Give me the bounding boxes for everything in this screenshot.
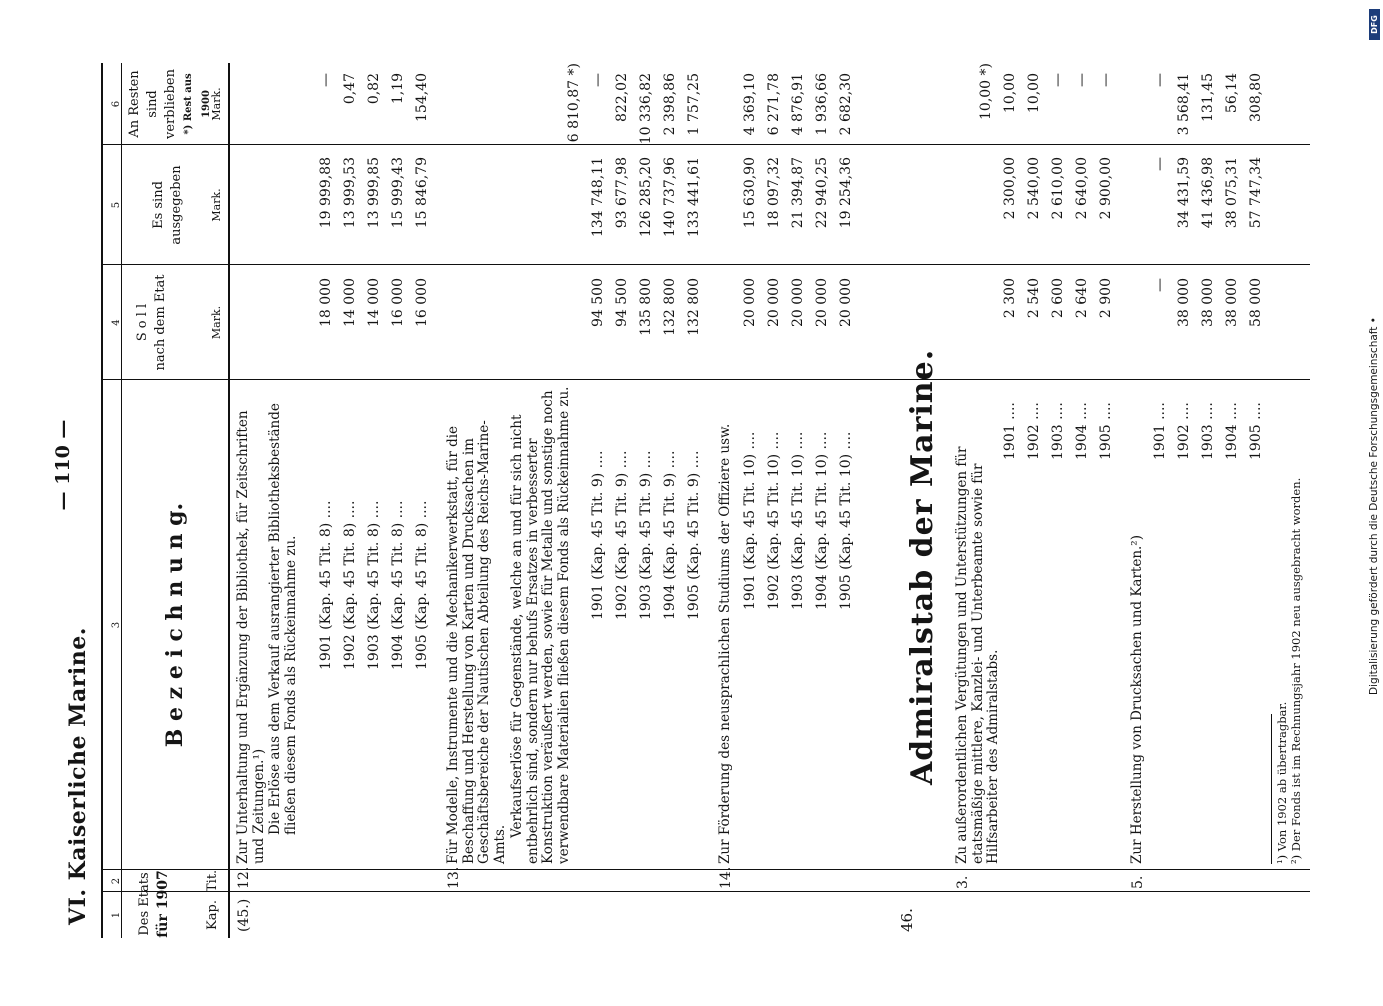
footnote-rule (1271, 714, 1272, 864)
year-row: 1901 (Kap. 45 Tit. 10) .... (742, 431, 758, 610)
year-row: 1901 (Kap. 45 Tit. 8) .... (318, 500, 334, 670)
ausgegeben-value: 126 285,20 (638, 157, 654, 238)
ausgegeben-value: 2 540,00 (1026, 157, 1042, 220)
header-reste-unit: Mark. (210, 87, 223, 121)
footnote-2: ²) Der Fonds ist im Rechnungsjahr 1902 neu ausgebracht worden. (1289, 477, 1303, 864)
ausgegeben-value: 19 254,36 (838, 157, 854, 229)
header-tit: Tit. (205, 869, 220, 892)
rest-value: 1 757,25 (686, 73, 702, 136)
col-divider-1 (101, 891, 1310, 892)
soll-value: 38 000 (1224, 278, 1240, 327)
entry-text: Zu außerordentlichen Vergütungen und Unterstützungen für etatsmäßige mittlere, Kanzlei- und Unterbeamte sowie für Hilfsarbeiter des Admiralstabs. (954, 446, 1001, 864)
header-kap: Kap. (205, 900, 220, 930)
col-num-5: 5 (111, 201, 122, 209)
rest-value: 4 876,91 (790, 73, 806, 136)
rest-value: — (1152, 73, 1168, 87)
ausgegeben-value: 38 075,31 (1224, 157, 1240, 229)
ausgegeben-value: 140 737,96 (662, 157, 678, 238)
entry-subtext: Verkaufserlöse für Gegenstände, welche an und für sich nicht entbehrlich sind, sondern nur behufs Ersatzes in verbesserter Konstruktion veräußert werden, sowie für Metalle und sonstige noch verwendbare Materialien fließen diesem Fonds als Rückeinnahme zu. (509, 386, 572, 864)
ausgegeben-value: 2 300,00 (1002, 157, 1018, 220)
header-bezeichnung: B e z e i c h n u n g. (162, 502, 188, 748)
tit-value: 3. (955, 875, 971, 889)
header-ausgegeben: Es sind ausgegeben (151, 165, 184, 245)
rest-value: 822,02 (614, 73, 630, 122)
soll-value: 2 640 (1074, 278, 1090, 319)
entry-text: Zur Förderung des neusprachlichen Studiums der Offiziere usw. (717, 423, 733, 864)
rest-value: 4 369,10 (742, 73, 758, 136)
entry-subtext: Die Erlöse aus dem Verkauf ausrangierter Bibliotheksbestände fließen diesem Fonds als Rückeinnahme zu. (267, 403, 299, 835)
year-row: 1902 .... (1026, 402, 1042, 460)
soll-value: 2 900 (1098, 278, 1114, 319)
rest-value: 154,40 (414, 73, 430, 122)
ausgegeben-value: — (1152, 157, 1168, 171)
soll-value: 2 300 (1002, 278, 1018, 319)
year-row: 1904 (Kap. 45 Tit. 8) .... (390, 500, 406, 670)
section-title: Admiralstab der Marine. (905, 348, 940, 785)
soll-value: 38 000 (1200, 278, 1216, 327)
rest-value: 1,19 (390, 73, 406, 105)
year-row: 1904 (Kap. 45 Tit. 9) .... (662, 450, 678, 620)
year-row: 1903 (Kap. 45 Tit. 10) .... (790, 431, 806, 610)
ausgegeben-value: 134 748,11 (590, 157, 606, 238)
footnote-1: ¹) Von 1902 ab übertragbar. (1275, 701, 1289, 864)
soll-value: 58 000 (1248, 278, 1264, 327)
rest-value: — (590, 73, 606, 87)
rest-value: 1 936,66 (814, 73, 830, 136)
year-row: 1902 .... (1176, 402, 1192, 460)
rest-value: — (1074, 73, 1090, 87)
soll-value: 20 000 (766, 278, 782, 327)
year-row: 1905 .... (1098, 402, 1114, 460)
tit-value: 12. (236, 866, 252, 889)
year-row: 1902 (Kap. 45 Tit. 10) .... (766, 431, 782, 610)
soll-value: 94 500 (590, 278, 606, 327)
soll-value: 20 000 (814, 278, 830, 327)
ausgegeben-value: 93 677,98 (614, 157, 630, 229)
soll-value: 16 000 (414, 278, 430, 327)
rest-carryover: 6 810,87 *) (566, 63, 582, 143)
rest-value: 0,82 (366, 73, 382, 105)
entry-text: Zur Unterhaltung und Ergänzung der Bibliothek, für Zeitschriften und Zeitungen.¹) (235, 410, 267, 864)
soll-value: 38 000 (1176, 278, 1192, 327)
header-reste-note: *) Rest aus 1900 (183, 73, 212, 135)
kap-value: 46. (898, 908, 916, 932)
header-etat-label: Des Etats (137, 872, 152, 936)
dfg-logo (1369, 9, 1380, 40)
col-num-4: 4 (111, 319, 122, 326)
ausgegeben-value: 13 999,53 (342, 157, 358, 229)
rest-value: 2 682,30 (838, 73, 854, 136)
soll-value: 18 000 (318, 278, 334, 327)
soll-value: 132 800 (662, 278, 678, 336)
entry-text: Zur Herstellung von Drucksachen und Karten.²) (1129, 535, 1145, 864)
ausgegeben-value: 2 640,00 (1074, 157, 1090, 220)
ausgegeben-value: 133 441,61 (686, 157, 702, 238)
year-row: 1904 (Kap. 45 Tit. 10) .... (814, 431, 830, 610)
soll-value: 2 540 (1026, 278, 1042, 319)
year-row: 1905 (Kap. 45 Tit. 8) .... (414, 500, 430, 670)
rest-value: 308,80 (1248, 73, 1264, 122)
col-num-3: 3 (111, 621, 122, 629)
header-reste-title: An Resten sind verblieben (127, 69, 178, 139)
year-row: 1905 (Kap. 45 Tit. 10) .... (838, 431, 854, 610)
ausgegeben-value: 13 999,85 (366, 157, 382, 229)
ausgegeben-value: 18 097,32 (766, 157, 782, 229)
soll-value: 132 800 (686, 278, 702, 336)
ausgegeben-value: 2 610,00 (1050, 157, 1066, 220)
soll-value: 20 000 (742, 278, 758, 327)
year-row: 1902 (Kap. 45 Tit. 9) .... (614, 450, 630, 620)
col-divider-2 (101, 869, 1310, 870)
year-row: 1901 (Kap. 45 Tit. 9) .... (590, 450, 606, 620)
ausgegeben-value: 15 630,90 (742, 157, 758, 229)
header-soll-unit: Mark. (210, 305, 223, 340)
rest-value: 10,00 (1026, 73, 1042, 114)
ausgegeben-value: 19 999,88 (318, 157, 334, 229)
rest-value: — (1098, 73, 1114, 87)
dfg-logo-text: DFG (1370, 15, 1379, 34)
year-row: 1905 (Kap. 45 Tit. 9) .... (686, 450, 702, 620)
soll-value: 14 000 (342, 278, 358, 327)
rest-value: — (1050, 73, 1066, 87)
year-row: 1901 .... (1152, 402, 1168, 460)
digitization-note: Digitalisierung gefördert durch die Deutsche Forschungsgemeinschaft • (1368, 317, 1380, 695)
ausgegeben-value: 34 431,59 (1176, 157, 1192, 229)
rest-carryover: 10,00 *) (978, 63, 994, 120)
col-divider-5 (101, 144, 1310, 145)
col-divider-3 (101, 379, 1310, 380)
rest-value: 6 271,78 (766, 73, 782, 136)
ausgegeben-value: 15 846,79 (414, 157, 430, 229)
rest-value: 2 398,86 (662, 73, 678, 136)
section-header: VI. Kaiserliche Marine. (65, 627, 91, 925)
year-row: 1904 .... (1224, 402, 1240, 460)
kap-value: (45.) (236, 898, 252, 932)
soll-value: 94 500 (614, 278, 630, 327)
header-soll-title: S o l l (135, 303, 150, 342)
ausgegeben-value: 2 900,00 (1098, 157, 1114, 220)
soll-value: 135 800 (638, 278, 654, 336)
header-bottom-rule (228, 63, 230, 938)
year-row: 1903 (Kap. 45 Tit. 9) .... (638, 450, 654, 620)
table-top-rule (101, 63, 103, 938)
header-etat (136, 870, 172, 938)
header-reste (126, 63, 216, 145)
header-ausgegeben-unit: Mark. (210, 188, 223, 222)
tit-value: 5. (1130, 875, 1146, 889)
soll-value: — (1152, 278, 1168, 292)
tit-value: 14. (718, 866, 734, 889)
tit-value: 13. (446, 866, 462, 889)
rest-value: 0,47 (342, 73, 358, 105)
year-row: 1903 .... (1050, 402, 1066, 460)
header-soll-sub: nach dem Etat (153, 274, 168, 371)
entry-text: Für Modelle, Instrumente und die Mechanikerwerkstatt, für die Beschaffung und Herstellung von Karten und Drucksachen im Geschäftsbereiche der Nautischen Abteilung des Reichs-Marine-Amts. (445, 420, 508, 864)
rest-value: — (318, 73, 334, 87)
rest-value: 56,14 (1224, 73, 1240, 114)
soll-value: 14 000 (366, 278, 382, 327)
year-row: 1903 (Kap. 45 Tit. 8) .... (366, 500, 382, 670)
ausgegeben-value: 15 999,43 (390, 157, 406, 229)
soll-value: 20 000 (790, 278, 806, 327)
col-divider-4 (101, 264, 1310, 265)
col-num-1: 1 (111, 911, 122, 919)
rest-value: 10,00 (1002, 73, 1018, 114)
ausgegeben-value: 57 747,34 (1248, 157, 1264, 229)
ausgegeben-value: 21 394,87 (790, 157, 806, 229)
year-row: 1904 .... (1074, 402, 1090, 460)
soll-value: 20 000 (838, 278, 854, 327)
year-row: 1902 (Kap. 45 Tit. 8) .... (342, 500, 358, 670)
year-row: 1901 .... (1002, 402, 1018, 460)
page-number: — 110 — (52, 419, 74, 511)
col-num-2: 2 (111, 877, 122, 885)
year-row: 1905 .... (1248, 402, 1264, 460)
soll-value: 2 600 (1050, 278, 1066, 319)
year-row: 1903 .... (1200, 402, 1216, 460)
header-soll (134, 265, 170, 380)
rest-value: 3 568,41 (1176, 73, 1192, 136)
col-num-6: 6 (111, 100, 122, 108)
header-etat-year: für 1907 (155, 870, 171, 938)
soll-value: 16 000 (390, 278, 406, 327)
ausgegeben-value: 41 436,98 (1200, 157, 1216, 229)
ausgegeben-value: 22 940,25 (814, 157, 830, 229)
rest-value: 131,45 (1200, 73, 1216, 122)
rest-value: 10 336,82 (638, 73, 654, 145)
